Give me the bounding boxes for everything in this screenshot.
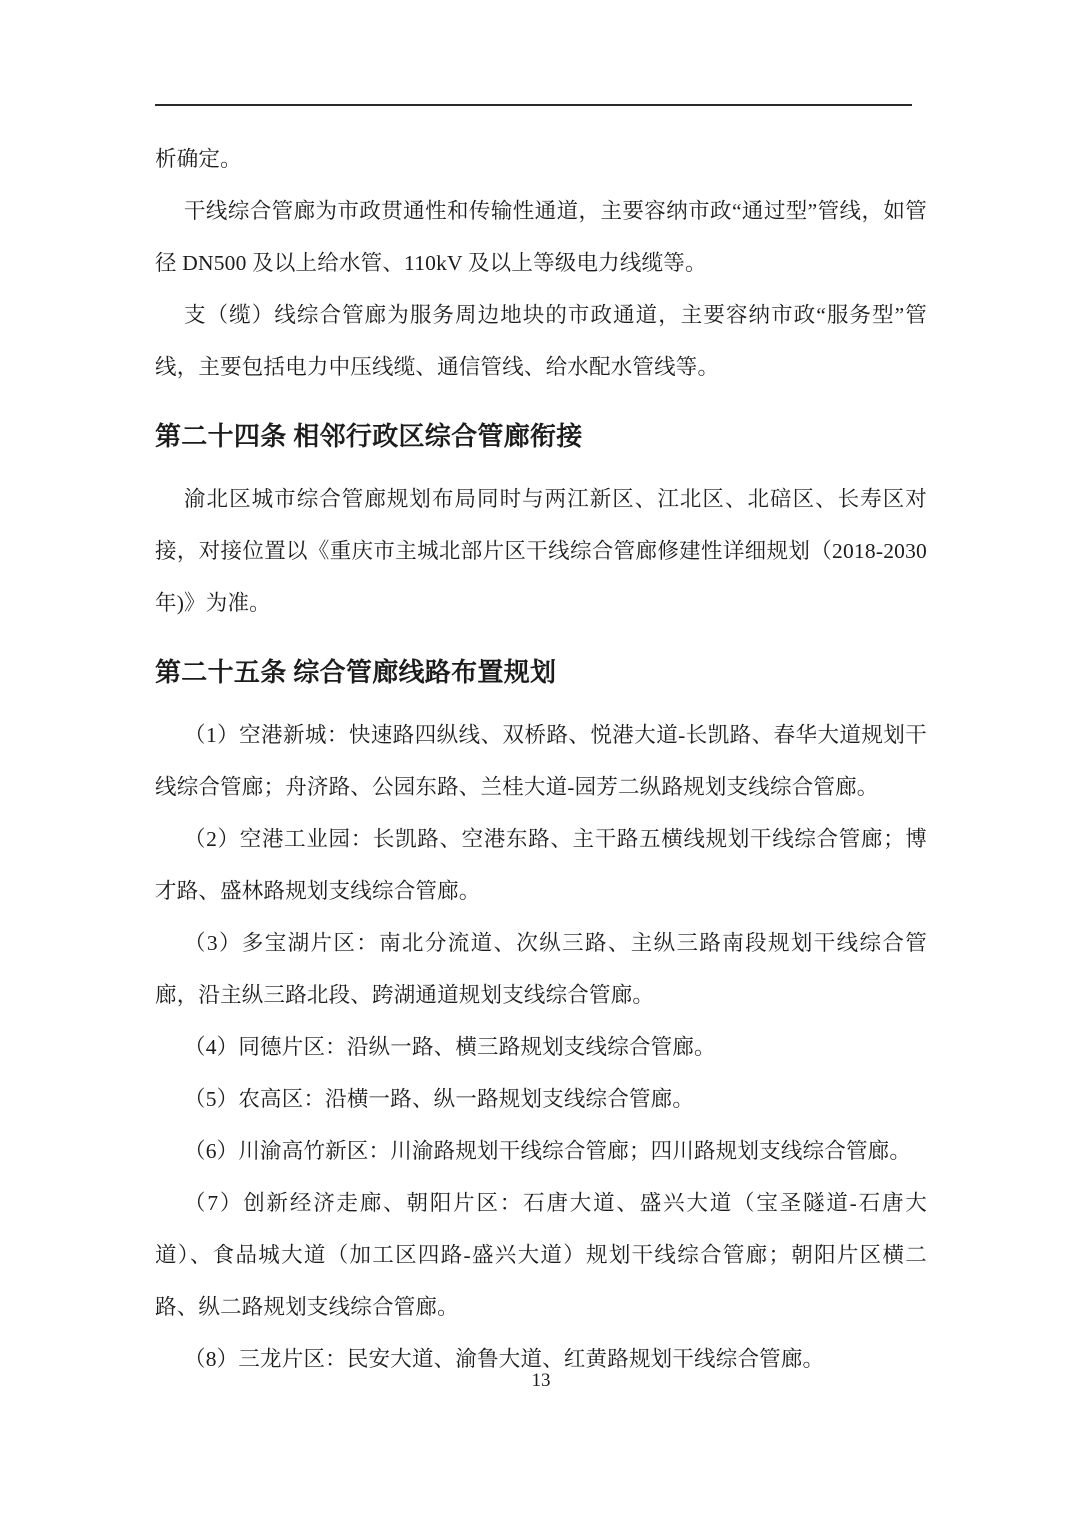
- document-content: [155, 133, 927, 1385]
- list-item-paragraph: （7）创新经济走廊、朝阳片区：石唐大道、盛兴大道（宝圣隧道-石唐大道）、食品城大道（加工区四路-盛兴大道）规划干线综合管廊；朝阳片区横二路、纵二路规划支线综合管廊。: [155, 1191, 927, 1319]
- body-paragraph: 干线综合管廊为市政贯通性和传输性通道，主要容纳市政“通过型”管线，如管径 DN500 及以上给水管、110kV 及以上等级电力线缆等。: [155, 199, 927, 275]
- list-item-paragraph: （4）同德片区：沿纵一路、横三路规划支线综合管廊。: [184, 1035, 716, 1059]
- body-paragraph: 支（缆）线综合管廊为服务周边地块的市政通道，主要容纳市政“服务型”管线，主要包括电力中压线缆、通信管线、给水配水管线等。: [155, 303, 927, 379]
- header-rule: [155, 104, 912, 106]
- section-heading: 第二十五条 综合管廊线路布置规划: [155, 658, 557, 687]
- list-item-paragraph: （5）农高区：沿横一路、纵一路规划支线综合管廊。: [184, 1087, 695, 1111]
- list-item-paragraph: （8）三龙片区：民安大道、渝鲁大道、红黄路规划干线综合管廊。: [184, 1347, 825, 1371]
- section-heading: 第二十四条 相邻行政区综合管廊衔接: [155, 422, 583, 451]
- body-paragraph: 渝北区城市综合管廊规划布局同时与两江新区、江北区、北碚区、长寿区对接，对接位置以《重庆市主城北部片区干线综合管廊修建性详细规划（2018-2030 年)》为准。: [155, 487, 927, 615]
- list-item-paragraph: （6）川渝高竹新区：川渝路规划干线综合管廊；四川路规划支线综合管廊。: [184, 1139, 912, 1163]
- body-paragraph: 析确定。: [155, 147, 242, 171]
- page-number: 13: [531, 1370, 551, 1391]
- list-item-paragraph: （1）空港新城：快速路四纵线、双桥路、悦港大道-长凯路、春华大道规划干线综合管廊；舟济路、公园东路、兰桂大道-园芳二纵路规划支线综合管廊。: [155, 723, 927, 799]
- list-item-paragraph: （2）空港工业园：长凯路、空港东路、主干路五横线规划干线综合管廊；博才路、盛林路规划支线综合管廊。: [155, 827, 927, 903]
- list-item-paragraph: （3）多宝湖片区：南北分流道、次纵三路、主纵三路南段规划干线综合管廊，沿主纵三路北段、跨湖通道规划支线综合管廊。: [155, 931, 927, 1007]
